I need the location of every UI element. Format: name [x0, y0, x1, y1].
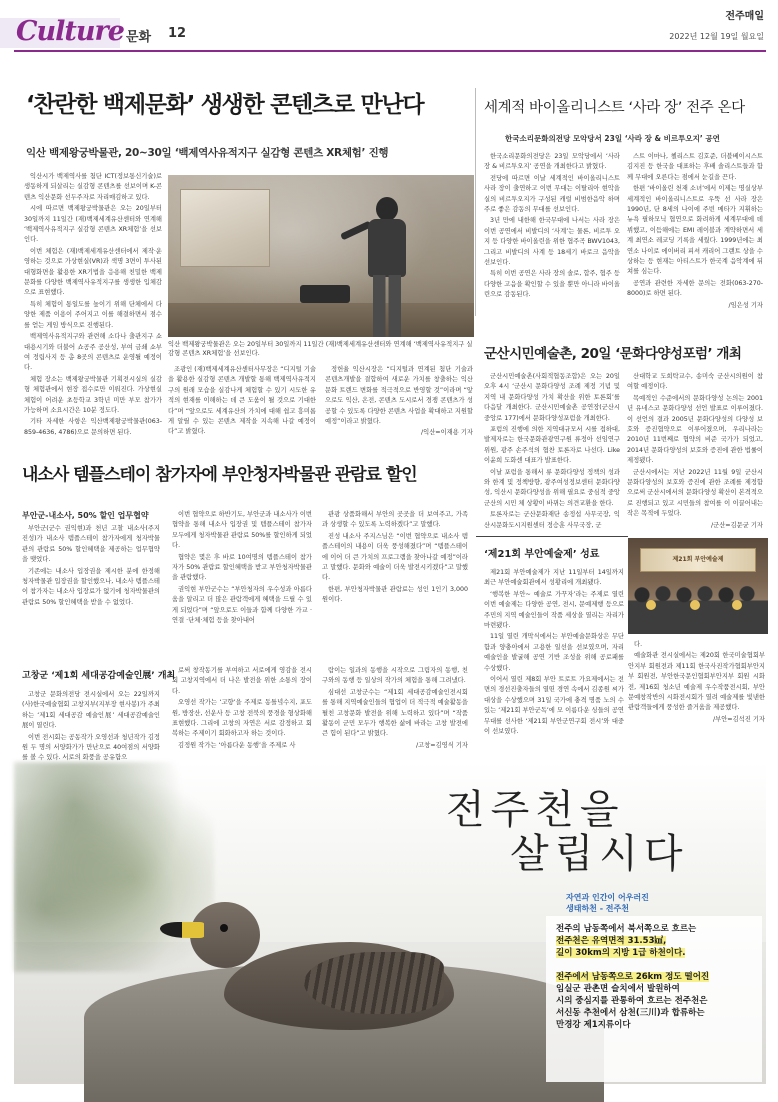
article-column: [22, 690, 160, 762]
paragraph: 산대학교 도희탁교수, 송미숙 군산시의원이 참여할 예정이다.: [627, 373, 763, 391]
page-header: [0, 0, 778, 52]
paragraph: 시에 따르면 백제왕궁박물관은 오는 20일부터 30일까지 11일간 (재)백제세계유산센터와 연계해 ‘백제역사유적지구 실감형 콘텐츠 XR체험’을 선보인다.: [24, 205, 162, 244]
paragraph: 이번 체험은 (재)백제세계유산센터에서 제작·운영하는 것으로 가상현실(VR)과 색명 3면이 투사된 대형화면을 활용한 XR기법을 응용해 친밀한 백제 문화를 다양한 백제역사유적지구를 생생한 입체감으로 표현했다.: [24, 247, 162, 297]
paragraph: 협약은 몇은 후 바로 10여명의 템플스테이 참가자가 50% 관람료 할인혜택을 받고 부안청자박물관을 관람했다.: [172, 553, 312, 582]
section-title-en: Culture: [16, 16, 124, 47]
paragraph: 예술화관 전시실에서는 제20회 한국미술협회부안지부 회원전과 제11회 한국사진작가협회부안지부 회원전, 부안한국문인협회부안지부 회원 시화전, 제16회 청소년 예술제 우수작품전시회, 부안문예창작반의 시화전시회가 열려 예술제를 빛낸한 관람객들에게 풍성한 즐거움을 제공했다.: [628, 652, 765, 712]
public-campaign-ad: [14, 762, 766, 1084]
paragraph: 이날 포럼을 통해서 류 문화다양성 정책의 성과와 한계 및 정책방향, 광주여성정보센터 문화다양성, 익산시 문화다양성을 위해 필요로 중심적 중앙군산의 시민 체 상황이 바뀌는 의견교환을 한다.: [484, 468, 620, 507]
paragraph: 조광인 (재)백제세계유산센터사무장은 “디지털 기술을 활용한 실감형 콘텐츠 개발할 통해 백제역사유적지구의 원래 모습을 실감나게 체험할 수 있기 시도한 유적의 현재를 이해하는 데 큰 도움이 될 것으로 기대한다”며 “앞으로도 세계유산의 가치에 대해 쉽고 흥미롭게 알릴 수 있는 콘텐츠 제작을 지속해 나갈 예정이다”고 밝혔다.: [168, 366, 316, 436]
article-headline: 군산시민예술촌, 20일 ‘문화다양성포럼’ 개최: [484, 346, 742, 362]
article-headline: 고창군 ‘제1회 세대공감예술인展’ 개최: [22, 671, 176, 681]
ad-headline: 전주천을: [446, 787, 625, 833]
article-headline: ‘찬란한 백제문화’ 생생한 콘텐츠로 만난다: [26, 92, 424, 118]
paragraph: 권익현 부안군수는 “부안청자의 우수성과 아름다움을 알리고 더 많은 관람객에게 혜택을 드릴 수 있게 되었다”며 “앞으로도 이들과 함께 다양한 가교 ·연결 ·단체·체험 등을 찾아내어: [172, 585, 312, 625]
article-column: [484, 152, 620, 318]
paragraph: 기타 자세한 사항은 익산백제왕궁박물관(063-859-4636, 4786)으로 문의하면 된다.: [24, 418, 162, 436]
article-subheadline: 한국소리문화의전당 모악당서 23일 ‘사라 장 & 비르투오지’ 공연: [505, 134, 720, 143]
article-column: [322, 666, 468, 754]
paragraph: 부안군(군수 권익현)과 천년 고찰 내소사(주지 진성)가 내소사 템플스테이 참가자에게 청자박물관의 관람료 50% 할인혜택을 제공하는 업무협약을 맺었다.: [22, 525, 160, 564]
ad-headline: 살립시다: [510, 831, 689, 877]
banner-text: 제21회 부안예술제: [672, 556, 724, 563]
paragraph: 한편 ‘바이올린 천재 소녀’에서 이제는 명실상부 세계적인 바이올리니스트로 우뚝 선 사라 장은 1990년, 단 8세의 나이에 주빈 메타가 지휘하는 뉴욕 필하모닉 협연으로 화려하게 세계무대에 데뷔했고, 이듬해에는 EMI 레이블과 계약하면서 세계 최연소 레코딩 기록을 세웠다. 1999년에는 최연소 나이로 에이버리 피셔 캐리어 그랜트 상을 수상하는 등 현재는 아티스트가 한국계 음악계에 뒤쳐를 심는다.: [627, 185, 763, 276]
paragraph: 전당에 따르면 이날 세계적인 바이올리니스트 사라 장이 출연하고 이번 무대는 이탈리아 현악을 실의 비르투오지가 구성된 캐럴 비범한음악 하며 주로 좋은 감동의 무대를 선보인다.: [484, 174, 620, 214]
page-number: 12: [168, 26, 187, 41]
article-column: [172, 510, 312, 660]
ad-text-line: 서신동 추천에서 삼천(三川)과 합류하는: [556, 1008, 705, 1018]
article-column: [22, 524, 160, 660]
article-subheadline: 부안군-내소사, 50% 할인 업무협약: [22, 511, 149, 520]
paragraph: 정헌율 익산시장은 “디지털과 연계된 첨단 기술과 콘텐츠개발을 결합하여 새로운 가치를 창출하는 익산문화 트렌드 변화를 적극적으로 반영할 것”이라며 “앞으로도 익산, 온전, 콘텐츠 도시로서 경쟁 콘텐츠가 성공할 수 있도록 다양한 콘텐츠 사업을 확대하고 지원할 예정”이라고 밝혔다.: [325, 366, 473, 426]
paragraph: 포럼의 진행에 의한 지역대규모서 시를 접하대, 발제자로는 한국문화관광연구원 류정아 선임연구위원, 광주 손주석의 협찬 토론자로 나선다. Like 이윤희 도화센 대표가 발표한다.: [484, 426, 620, 465]
ad-text-line: 전주의 남동쪽에서 북서쪽으로 흐르는: [556, 924, 697, 934]
duck-illustration: [184, 902, 484, 1042]
article-column: [484, 372, 620, 529]
paragraph: 오영선 작가는 ‘고향’을 주제로 동틀녘수지, 포도원, 방장산, 선운사 등 고창 전북의 풍경을 형상화해 표현했다. 그리에 고창의 자연은 서로 감정하고 회복하는 주제이기 회화하고자 하는 것이다.: [172, 699, 312, 738]
article-column: [627, 372, 763, 529]
paragraph: 3년 만에 내한해 한국무대에 나서는 사라 장은 이번 공연에서 비발디의 ‘사계’는 물론, 비르투 오지 등 다양한 바이올린을 위한 협주곡 BWV1043, 그리고 비발디의 사계 등 18세기 바로크 음악을 선보인다.: [484, 217, 620, 267]
paragraph: 한국소리문화의전당은 23일 모악당에서 ‘사라 장 & 비르투오지’ 공연을 개최한다고 밝혔다.: [484, 153, 620, 171]
byline: /부안=김석진 기자: [713, 715, 765, 723]
paragraph: 목예적인 수준에서의 문화다양성 논의는 2001년 유네스코 문화다양성 선언 발표로 이루어졌다. 이 선언의 결과 2005년 문화다양성의 다양성 보호와 증진협약으로 이루어졌으며, 우리나라는 2010년 11번째로 협약의 비준 국가가 되었고, 2014년 문화다양성의 보호와 증진에 관한 법률이 제정됐다.: [627, 394, 763, 465]
article-column: [172, 666, 312, 754]
header-rule: [14, 50, 766, 52]
issue-date: 2022년 12월 19일 월요일: [669, 32, 764, 41]
paragraph: 이어서 열린 제8회 부안 트로트 가요제에서는 전면의 경선진출자들의 열띤 경연 속에서 김종원 씨가 대상을 수상했으며 31일 국가에 충격 명품 노의 수 있는 ‘제21회 부안군독’에 모 이름다운 싱들의 공연 무대를 선사한 ‘제21회 부안군연구회 전시’와 대중이 선보였다.: [484, 676, 624, 736]
paragraph: 백제역사유적지구와 관련해 소다나 출관지구 쇼대용시기와 더불어 쇼공주 공산성, 부여 금쇄 쇼부여 정립사지 등 총 8곳의 콘텐츠로 운영될 예정이다.: [24, 333, 162, 372]
photo-caption: 익산 백제왕궁박물관은 오는 20일부터 30일까지 11일간 (재)백제세계유산센터와 연계해 ‘백제역사유적지구 실감형 콘텐츠 XR체험’을 선보인다.: [168, 341, 473, 357]
article-headline: 내소사 템플스테이 참가자에 부안청자박물관 관람료 할인: [22, 465, 417, 485]
paragraph: 특히 이번 공연은 사라 장의 솔로, 합주, 협주 등 다양한 고음을 확인할 수 있을 뿐만 아니라 바이올린으로 감동된다.: [484, 270, 620, 299]
article-subheadline: 익산 백제왕궁박물관, 20~30일 ‘백제역사유적지구 실감형 콘텐츠 XR체험’ 진행: [26, 147, 389, 159]
byline: /고창=김영식 기자: [416, 741, 468, 749]
paragraph: 람이는 일과의 동행을 시작으로 그림자의 동행, 친구와의 동행 등 일상의 작가의 체험을 통해 그려냈다.: [322, 667, 468, 685]
paragraph: 이번 전시회는 공동작가 오영선과 청년작가 김정원 두 명의 서양화가가 만난으로 40여점의 서양화를 볼 수 있다. 서로의 화풍을 공유함으: [22, 733, 160, 762]
paragraph: 공연과 관련한 자세한 문의는 전화(063-270-8000)로 하면 된다.: [627, 279, 763, 298]
paragraph: 한편, 부안청자박물관 관람료는 성인 1인기 3,000원이다.: [322, 585, 468, 604]
paragraph: 고창군 문화의전당 전시실에서 오는 22일까지 (사)한국예술협회 고창지부(지부장 현사봉)가 주최하는 ‘제1회 세대공감 예술인展’ 세대공감예술인展이 열린다.: [22, 691, 160, 730]
paragraph: 체험 장소는 백제왕궁박물관 기획전시실의 실감형 체험관에서 현장 접수로만 이뤄진다. 가상현실 체험이 어려운 초등학교 3학년 미만 부모 참가가 가능하며 소요시간은 10분 정도다.: [24, 375, 162, 414]
award-ceremony-photo: [628, 538, 768, 634]
ad-text-line: 시의 중심지를 관통하여 흐르는 전주천은: [556, 996, 708, 1006]
paragraph: 11일 열린 개막식에서는 부안예술문화상은 무단함과 양충아에서 고용한 일선을 선보였으며, 자리 예술인을 발굴해 공연 기반 조성을 위해 공로패를 수상했다.: [484, 633, 624, 672]
ad-series-label: 생태하천 - 전주천: [566, 904, 629, 913]
ad-text-line: 전주천은 유역면적 31.53㎢,: [556, 936, 667, 946]
paragraph: 토론자로는 군산문화재단 송정섭 사무국장, 익산시문화도시지원센터 정승훈 사무국장, 군: [484, 511, 620, 529]
ad-text-line: 만경강 제1지류이다: [556, 1020, 631, 1030]
display-screen: [180, 189, 270, 267]
article-column: [627, 152, 763, 318]
ad-text-line: 길이 30km의 지방 1급 하천이다.: [556, 948, 686, 958]
paragraph: 익산시가 백제역사를 첨단 ICT(정보통신기술)로 생동하게 되살리는 실감형 콘텐츠를 선보이며 K-콘텐츠 익산문화 선두주자로 자리매김하고 있다.: [24, 173, 162, 201]
paragraph: 군산시민예술촌(사회적협동조합)은 오는 20일 오후 4시 ‘군산시 문화다양성 조례 제정 기념 및 지역 내 문화다양성 가치 확산을 위한 토론회’를 다음달 개최한다. 군산시민예술촌 공연장(군산시 중앙로 177)에서 문화다양성포럼을 개최한다.: [484, 373, 620, 422]
paragraph: 로써 창작동기를 부여하고 서로에게 영감을 전시회 고창지역에서 더 나은 발전을 위한 소통의 장이다.: [172, 667, 312, 695]
paragraph: 진성 내소사 주지스님은 “이번 협약으로 내소사 템플스테이의 내용이 더욱 풍성해졌다”며 “템플스테이에 이어 더 큰 가치의 프로그램을 찾아나갈 예정”이라고 말했다. 문화와 예술이 더욱 발전시키겠다”고 말했다.: [322, 532, 468, 582]
paragraph: 김정원 작가는 ‘아름다운 동행’을 주제로 사: [178, 741, 296, 749]
article-column: [325, 365, 473, 449]
paragraph: 다.: [634, 641, 643, 648]
ad-series-label: 자연과 인간이 어우러진: [566, 893, 649, 902]
newspaper-name: 전주매일: [725, 11, 764, 22]
ad-text-line: 전주에서 남동쪽으로 26km 정도 떨어진: [556, 972, 710, 982]
paragraph: 스트 이마나, 첼리스트 김호준, 더블베이시스트 김지진 등 한국을 대표하는 후배 솔리스트들과 함께 무대에 오른다는 점에서 눈길을 끈다.: [627, 153, 763, 181]
event-banner: [640, 548, 756, 572]
paragraph: 제21회 부안예술제가 지난 11일부터 14일까지 최근 부안예술회관에서 성황리에 개최됐다.: [484, 569, 624, 587]
byline: /익산=이재용 기자: [421, 429, 473, 437]
byline: /군산=김문균 기자: [711, 521, 763, 529]
paragraph: 특히 체험이 통일도를 높이기 위해 단체에서 다양한 제품 이용이 주어지고 이를 해결하면서 점수를 얻는 게임 방식으로 진행된다.: [24, 300, 162, 329]
article-column: [24, 172, 162, 448]
vr-participant: [364, 197, 410, 337]
section-title-ko: 문화: [126, 30, 152, 45]
article-headline: ‘제21회 부안예술제’ 성료: [484, 549, 600, 560]
paragraph: 심대선 고창군수는 “제1회 세대공감예술인전시회를 통해 지역예술인들의 협업이 더 적극적 예술활동을 펼친 고창문화 발전을 위해 노력하고 있다”며 “작품활동이 군민 모두가 행복한 삶에 바라는 고창 발전에 큰 힘이 된다”고 밝혔다.: [322, 688, 468, 738]
article-column: [628, 640, 765, 754]
paragraph: 이번 협약으로 하반기도, 부안군과 내소사가 이번 협약을 통해 내소사 입장권 및 템플스테이 참가자 모두에게 청자박물관 관람료 50%를 할인하게 되었다.: [172, 511, 312, 550]
ad-text-line: 임실군 관촌면 슬치에서 발원하여: [556, 984, 680, 994]
vr-experience-photo: [168, 175, 474, 337]
paragraph: 관광 상품화해서 부안의 곳곳을 더 보여주고, 가족과 상생할 수 있도록 노력하겠다”고 말했다.: [322, 511, 468, 529]
paragraph: ‘행복한 부안~ 예술로 가꾸자’라는 주제로 열린 이번 예술제는 다양한 공연, 전시, 문예제행 등으로 주민의 지역 예술인들이 작품 세상을 열리는 자리가 마련됐다.: [484, 590, 624, 630]
byline: /임은성 기자: [728, 301, 763, 309]
paragraph: 기존에는 내소사 입장권을 제시한 분에 한정해 청자박물관 입장권을 할인했으나, 내소사 템플스테이 참가자는 내소사 입장료가 없기에 청자박물관의 관람료 50% 할인혜택을 받을 수 없었다.: [22, 567, 160, 606]
article-column: [322, 510, 468, 660]
article-column: [484, 568, 624, 754]
article-headline: 세계적 바이올리니스트 ‘사라 장’ 전주 온다: [484, 100, 745, 116]
paragraph: 군산시에서는 지난 2022년 11월 9일 군산시 문화다양성의 보호와 증진에 관한 조례를 제정함으로써 군산시에서의 문화다양성 확산이 본격적으로 진행되고 있고 시민들의 참여를 이 이끌어내는 작은 목적에 두었다.: [627, 468, 763, 518]
article-column: [168, 365, 316, 449]
